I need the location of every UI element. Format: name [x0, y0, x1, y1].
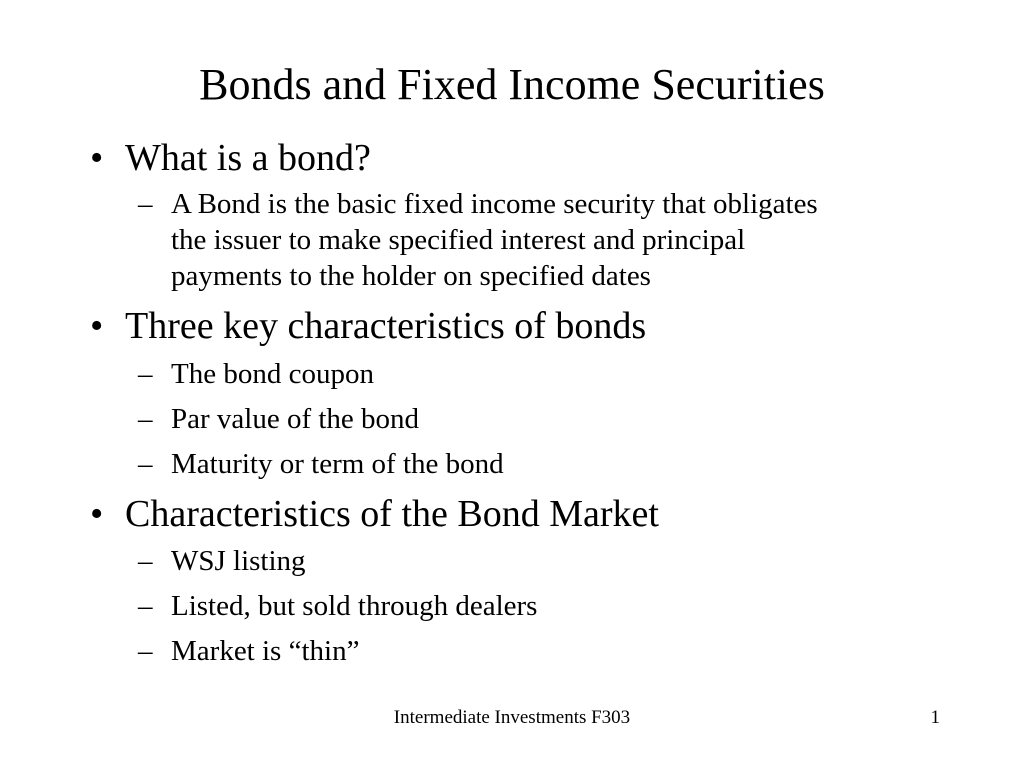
- sub-bullet-line: The bond coupon: [171, 358, 374, 390]
- sub-bullet-marker: –: [138, 635, 153, 667]
- bullet-marker: •: [90, 305, 104, 347]
- sub-bullet-line: payments to the holder on specified dates: [171, 260, 651, 292]
- sub-bullet-line: Maturity or term of the bond: [171, 448, 504, 480]
- footer-page-number: 1: [930, 707, 940, 728]
- bullet-text-key-characteristics: Three key characteristics of bonds: [125, 305, 647, 347]
- sub-bullet-marker: –: [138, 358, 153, 390]
- slide-title: Bonds and Fixed Income Securities: [199, 60, 825, 109]
- sub-bullet-marker: –: [138, 188, 153, 220]
- bullet-marker: •: [90, 137, 104, 179]
- sub-bullet-marker: –: [138, 590, 153, 622]
- sub-bullet-line: the issuer to make specified interest and principal: [171, 224, 746, 256]
- sub-bullet-line: A Bond is the basic fixed income security that obligates: [171, 188, 818, 220]
- sub-bullet-marker: –: [138, 403, 153, 435]
- bullet-text-what-is-a-bond: What is a bond?: [125, 137, 371, 179]
- sub-bullet-marker: –: [138, 545, 153, 577]
- sub-bullet-marker: –: [138, 448, 153, 480]
- footer-course: Intermediate Investments F303: [393, 707, 631, 728]
- sub-bullet-line: WSJ listing: [171, 545, 306, 577]
- sub-bullet-line: Par value of the bond: [171, 403, 420, 435]
- sub-bullet-line: Market is “thin”: [171, 635, 360, 667]
- bullet-marker: •: [90, 493, 104, 535]
- sub-bullet-line: Listed, but sold through dealers: [171, 590, 538, 622]
- bullet-text-bond-market: Characteristics of the Bond Market: [125, 493, 659, 535]
